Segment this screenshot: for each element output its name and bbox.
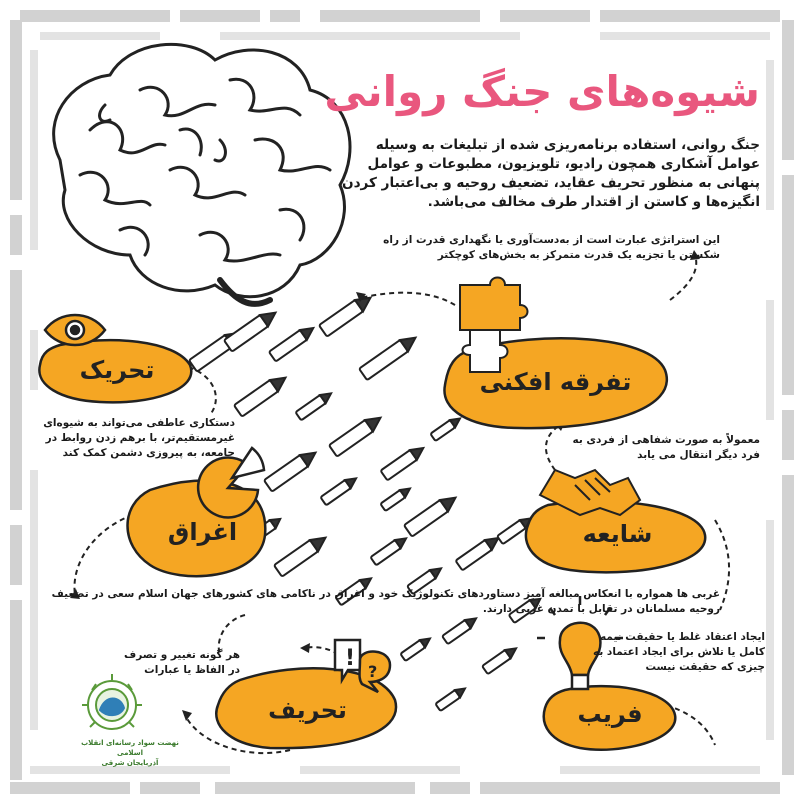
- method-label-tafreqe: تفرقه افکنی: [479, 368, 632, 396]
- method-desc-tahrik: دستکاری عاطفی می‌تواند به شیوه‌ای غیرمستقیم‌تر، با برهم زدن روابط در جامعه، به پیروزی دشمن کمک کند: [43, 417, 235, 459]
- method-label-shaye: شایعه: [582, 520, 653, 548]
- method-desc-eghragh: غربی ها همواره با انعکاس مبالغه آمیز دستاوردهای تکنولوژیک خود و اغراق در ناکامی های کشورهای جهان اسلام سعی در تضعیف روحیه مسلمانان در تقابل با تمدن غربی دارند.: [51, 588, 720, 615]
- method-label-tahrik: تحریک: [79, 356, 155, 384]
- method-desc-tafreqe: این استراتژی عبارت است از به‌دست‌آوری یا نگهداری قدرت از راه شکستن یا تجزیه یک قدرت متمرکز به بخش‌های کوچکتر: [383, 234, 720, 261]
- method-label-tahrif: تحریف: [268, 696, 347, 724]
- organization-name: [75, 738, 185, 768]
- intro-paragraph: جنگ روانی، استفاده برنامه‌ریزی شده از تبلیغات به وسیله عوامل آشکاری همچون رادیو، تلویزیون، مطبوعات و عوامل پنهانی به منظور تحریف عقاید، تضعیف روحیه و بی‌اعتبار کردن انگیزه‌ها و کاستن از اقتدار طرف مخالف می‌باشد.: [341, 137, 760, 210]
- method-label-eghragh: اغراق: [167, 518, 238, 546]
- page-title: شیوه‌های جنگ روانی: [324, 67, 760, 116]
- method-desc-fareb: ایجاد اعتقاد غلط یا حقیقت نیمه کامل یا تلاش برای ایجاد اعتماد به چیزی که حقیقت نیست: [592, 631, 765, 673]
- organization-name-line1: نهضت سواد رسانه‌ای انقلاب اسلامی: [81, 739, 179, 757]
- organization-name-line2: آذربایجان شرقی: [101, 759, 159, 767]
- method-desc-tahrif: هر گونه تغییر و تصرف در الفاظ یا عبارات: [124, 649, 240, 676]
- method-label-fareb: فریب: [577, 700, 643, 728]
- svg-text:!: !: [345, 646, 356, 671]
- svg-text:?: ?: [368, 662, 378, 681]
- method-desc-shaye: معمولاً به صورت شفاهی از فردی به فرد دیگر انتقال می یابد: [572, 434, 760, 461]
